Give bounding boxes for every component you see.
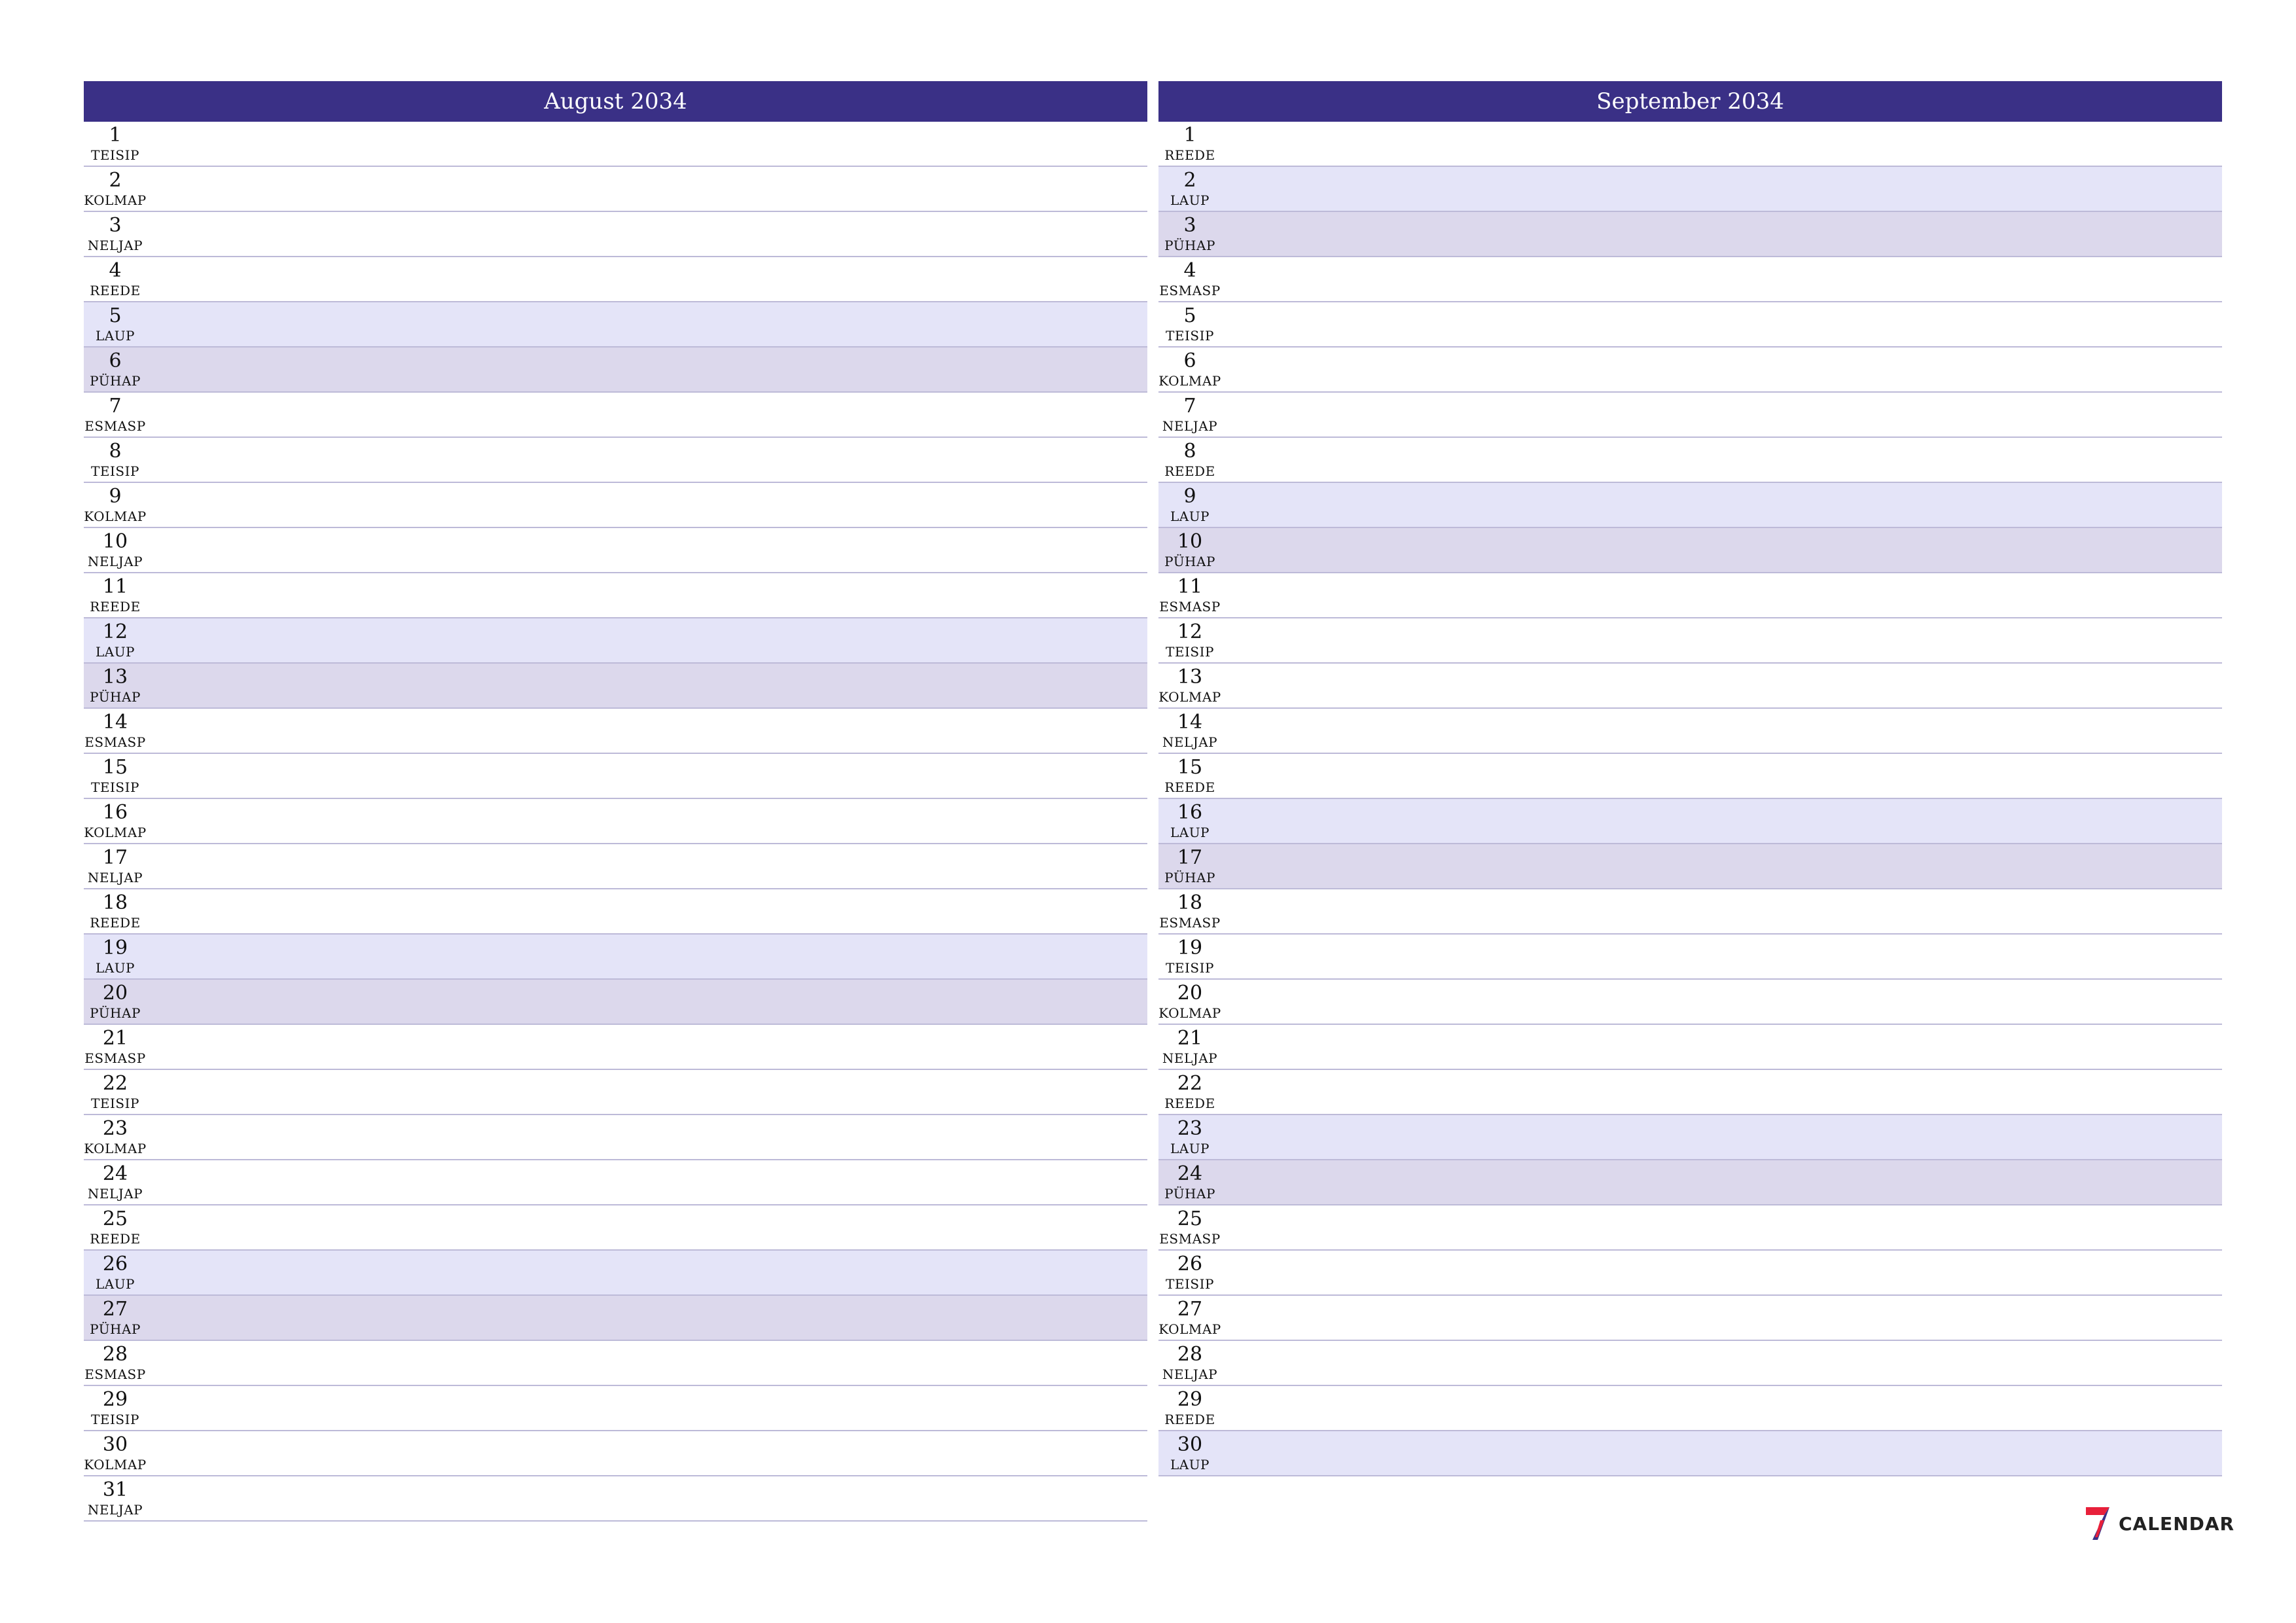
day-row[interactable] (1158, 257, 2222, 302)
day-name: NELJAP (87, 1502, 143, 1518)
day-row[interactable] (84, 483, 1147, 528)
day-row[interactable] (84, 573, 1147, 618)
day-number: 18 (102, 891, 128, 914)
day-name: REEDE (1164, 779, 1215, 795)
day-row[interactable] (84, 1431, 1147, 1476)
day-row[interactable] (1158, 1025, 2222, 1070)
day-number: 1 (109, 124, 122, 147)
day-number: 13 (1177, 666, 1203, 688)
day-number: 27 (1177, 1298, 1203, 1321)
day-number: 19 (102, 936, 128, 959)
day-number: 7 (109, 395, 122, 418)
day-name: REEDE (1164, 1096, 1215, 1111)
day-number: 10 (102, 530, 128, 553)
day-row[interactable] (1158, 167, 2222, 212)
day-row[interactable] (84, 618, 1147, 664)
day-name: NELJAP (1162, 418, 1218, 434)
day-name: LAUP (1170, 825, 1210, 840)
day-row[interactable] (1158, 438, 2222, 483)
day-number: 30 (1177, 1433, 1203, 1456)
day-row[interactable] (84, 844, 1147, 889)
day-name: REEDE (90, 599, 141, 615)
day-number: 20 (102, 982, 128, 1005)
day-name: KOLMAP (84, 192, 147, 208)
day-name: ESMASP (1159, 599, 1221, 615)
day-number: 19 (1177, 936, 1203, 959)
day-row[interactable] (1158, 483, 2222, 528)
day-number: 10 (1177, 530, 1203, 553)
day-number: 29 (102, 1388, 128, 1411)
day-name: PÜHAP (90, 373, 141, 389)
day-number: 21 (102, 1027, 128, 1050)
day-number: 17 (102, 846, 128, 869)
month-title: August 2034 (84, 81, 1147, 122)
day-list (1158, 122, 2222, 1476)
day-row[interactable] (1158, 1431, 2222, 1476)
day-number: 14 (102, 711, 128, 734)
day-name: KOLMAP (1158, 1321, 1221, 1337)
day-row[interactable] (1158, 980, 2222, 1025)
day-number: 24 (1177, 1162, 1203, 1185)
day-row[interactable] (84, 1025, 1147, 1070)
day-number: 15 (1177, 756, 1203, 779)
day-row[interactable] (84, 1205, 1147, 1251)
day-row[interactable] (1158, 122, 2222, 167)
day-row[interactable] (84, 799, 1147, 844)
day-number: 27 (102, 1298, 128, 1321)
day-name: NELJAP (1162, 1050, 1218, 1066)
day-row[interactable] (84, 438, 1147, 483)
day-number: 22 (1177, 1072, 1203, 1095)
day-name: TEISIP (1166, 328, 1214, 344)
day-name: TEISIP (1166, 960, 1214, 976)
day-number: 28 (102, 1343, 128, 1366)
day-number: 6 (109, 349, 122, 372)
day-row[interactable] (1158, 1070, 2222, 1115)
day-name: PÜHAP (1164, 870, 1215, 885)
day-name: ESMASP (1159, 283, 1221, 298)
day-row[interactable] (84, 1386, 1147, 1431)
day-number: 1 (1183, 124, 1196, 147)
day-name: NELJAP (87, 554, 143, 569)
day-row[interactable] (1158, 348, 2222, 393)
day-number: 16 (1177, 801, 1203, 824)
seven-logo-icon (2085, 1506, 2111, 1541)
day-number: 9 (109, 485, 122, 508)
day-number: 12 (1177, 620, 1203, 643)
day-number: 23 (102, 1117, 128, 1140)
day-row[interactable] (1158, 844, 2222, 889)
day-number: 24 (102, 1162, 128, 1185)
day-row[interactable] (1158, 573, 2222, 618)
day-name: ESMASP (84, 1050, 146, 1066)
day-name: LAUP (95, 1276, 135, 1292)
day-name: KOLMAP (1158, 373, 1221, 389)
day-row[interactable] (84, 754, 1147, 799)
day-name: ESMASP (1159, 915, 1221, 931)
day-name: ESMASP (84, 734, 146, 750)
day-number: 12 (102, 620, 128, 643)
day-name: PÜHAP (90, 1321, 141, 1337)
day-row[interactable] (1158, 618, 2222, 664)
day-number: 13 (102, 666, 128, 688)
day-name: NELJAP (87, 238, 143, 253)
day-row[interactable] (1158, 889, 2222, 935)
day-number: 11 (1177, 575, 1203, 598)
day-name: PÜHAP (1164, 554, 1215, 569)
day-row[interactable] (1158, 799, 2222, 844)
day-number: 15 (102, 756, 128, 779)
day-row[interactable] (84, 664, 1147, 709)
day-name: KOLMAP (84, 1457, 147, 1472)
day-row[interactable] (1158, 1296, 2222, 1341)
day-name: REEDE (90, 915, 141, 931)
day-name: TEISIP (91, 779, 139, 795)
day-row[interactable] (84, 935, 1147, 980)
day-row[interactable] (84, 257, 1147, 302)
day-name: NELJAP (87, 870, 143, 885)
day-number: 28 (1177, 1343, 1203, 1366)
day-name: LAUP (95, 960, 135, 976)
day-name: REEDE (90, 283, 141, 298)
day-name: LAUP (1170, 1457, 1210, 1472)
day-number: 17 (1177, 846, 1203, 869)
day-number: 4 (1183, 259, 1196, 282)
month-august (84, 81, 1147, 1522)
day-number: 22 (102, 1072, 128, 1095)
day-name: NELJAP (87, 1186, 143, 1202)
day-name: TEISIP (1166, 1276, 1214, 1292)
day-row[interactable] (84, 348, 1147, 393)
day-row[interactable] (1158, 1341, 2222, 1386)
day-number: 8 (109, 440, 122, 463)
day-list (84, 122, 1147, 1522)
day-number: 23 (1177, 1117, 1203, 1140)
day-name: ESMASP (84, 1366, 146, 1382)
day-name: LAUP (95, 328, 135, 344)
day-name: PÜHAP (1164, 238, 1215, 253)
day-name: PÜHAP (90, 689, 141, 705)
brand-logo-text: CALENDAR (2119, 1512, 2235, 1535)
day-row[interactable] (1158, 1386, 2222, 1431)
day-number: 20 (1177, 982, 1203, 1005)
day-row[interactable] (84, 980, 1147, 1025)
day-number: 31 (102, 1478, 128, 1501)
day-number: 30 (102, 1433, 128, 1456)
day-row[interactable] (84, 889, 1147, 935)
day-name: REEDE (1164, 147, 1215, 163)
day-name: REEDE (1164, 463, 1215, 479)
day-name: TEISIP (91, 1096, 139, 1111)
day-number: 29 (1177, 1388, 1203, 1411)
day-row[interactable] (84, 709, 1147, 754)
day-number: 11 (102, 575, 128, 598)
day-row[interactable] (84, 1296, 1147, 1341)
day-row[interactable] (84, 1070, 1147, 1115)
day-row[interactable] (84, 1115, 1147, 1160)
day-name: KOLMAP (1158, 1005, 1221, 1021)
day-name: NELJAP (1162, 1366, 1218, 1382)
day-number: 16 (102, 801, 128, 824)
day-row[interactable] (84, 393, 1147, 438)
day-name: PÜHAP (90, 1005, 141, 1021)
day-row[interactable] (84, 1251, 1147, 1296)
day-row[interactable] (1158, 393, 2222, 438)
day-name: ESMASP (1159, 1231, 1221, 1247)
day-name: LAUP (1170, 508, 1210, 524)
day-name: KOLMAP (84, 1141, 147, 1156)
day-row[interactable] (84, 1160, 1147, 1205)
day-number: 6 (1183, 349, 1196, 372)
day-number: 14 (1177, 711, 1203, 734)
month-title: September 2034 (1158, 81, 2222, 122)
day-name: KOLMAP (84, 508, 147, 524)
day-row[interactable] (1158, 528, 2222, 573)
day-name: LAUP (1170, 192, 1210, 208)
day-row[interactable] (84, 167, 1147, 212)
day-name: NELJAP (1162, 734, 1218, 750)
day-name: TEISIP (91, 1412, 139, 1427)
day-row[interactable] (84, 1476, 1147, 1522)
day-number: 2 (109, 169, 122, 192)
day-number: 2 (1183, 169, 1196, 192)
day-row[interactable] (1158, 1115, 2222, 1160)
day-row[interactable] (84, 302, 1147, 348)
day-row[interactable] (84, 528, 1147, 573)
day-row[interactable] (84, 1341, 1147, 1386)
month-september (1158, 81, 2222, 1476)
day-number: 5 (1183, 304, 1196, 327)
day-number: 18 (1177, 891, 1203, 914)
day-row[interactable] (1158, 1205, 2222, 1251)
day-number: 5 (109, 304, 122, 327)
brand-logo (2085, 1505, 2234, 1542)
day-name: TEISIP (91, 463, 139, 479)
day-number: 7 (1183, 395, 1196, 418)
day-number: 9 (1183, 485, 1196, 508)
day-name: TEISIP (1166, 644, 1214, 660)
day-number: 26 (1177, 1253, 1203, 1275)
day-number: 8 (1183, 440, 1196, 463)
day-name: LAUP (95, 644, 135, 660)
day-number: 4 (109, 259, 122, 282)
day-name: ESMASP (84, 418, 146, 434)
day-name: TEISIP (91, 147, 139, 163)
day-row[interactable] (1158, 1160, 2222, 1205)
day-row[interactable] (1158, 664, 2222, 709)
day-name: LAUP (1170, 1141, 1210, 1156)
day-row[interactable] (1158, 754, 2222, 799)
day-number: 3 (109, 214, 122, 237)
day-name: KOLMAP (84, 825, 147, 840)
day-row[interactable] (1158, 1251, 2222, 1296)
day-number: 26 (102, 1253, 128, 1275)
day-name: REEDE (1164, 1412, 1215, 1427)
day-row[interactable] (1158, 302, 2222, 348)
day-row[interactable] (1158, 709, 2222, 754)
day-number: 3 (1183, 214, 1196, 237)
day-row[interactable] (1158, 212, 2222, 257)
day-number: 25 (1177, 1207, 1203, 1230)
day-number: 21 (1177, 1027, 1203, 1050)
day-row[interactable] (84, 122, 1147, 167)
day-name: REEDE (90, 1231, 141, 1247)
day-name: KOLMAP (1158, 689, 1221, 705)
day-name: PÜHAP (1164, 1186, 1215, 1202)
day-row[interactable] (1158, 935, 2222, 980)
day-row[interactable] (84, 212, 1147, 257)
day-number: 25 (102, 1207, 128, 1230)
